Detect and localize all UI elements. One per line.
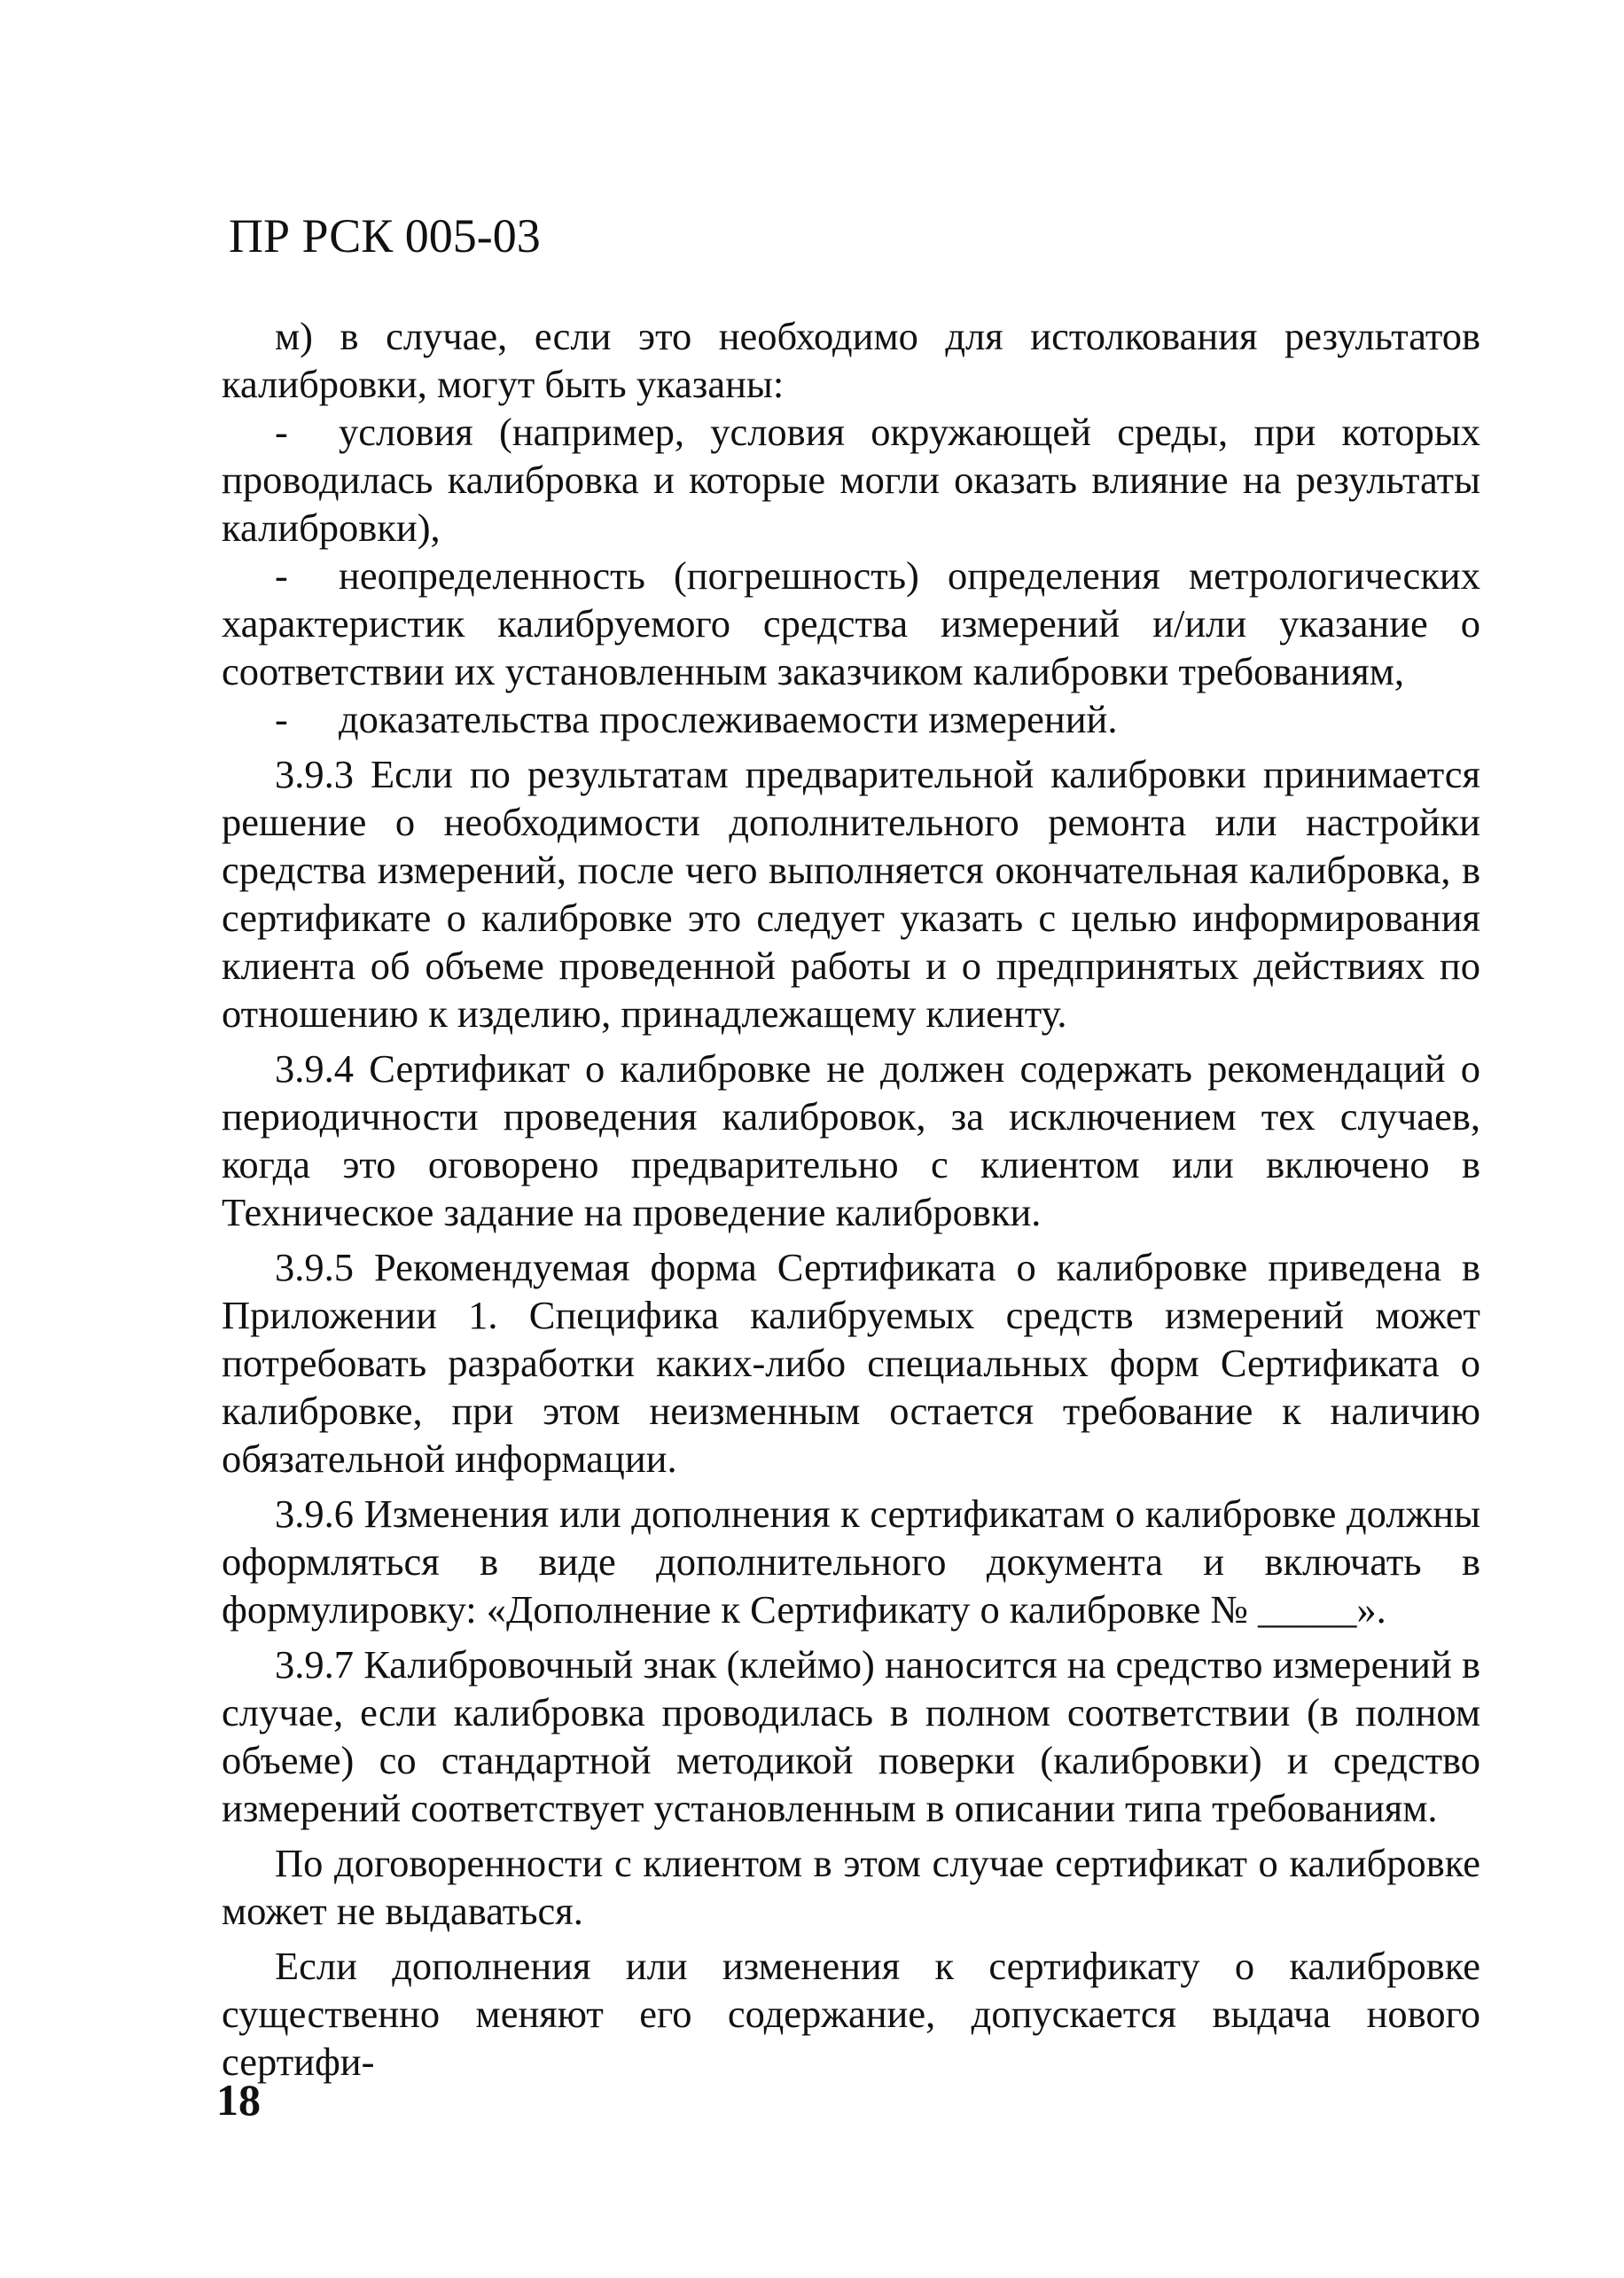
paragraph-3-9-5: 3.9.5 Рекомендуемая форма Сертификата о калибровке приведена в Приложении 1. Специфика калибруемых средств измерений может потребовать разработки каких-либо специальных форм Сертификата о калибровке, при этом неизменным остается требование к наличию обязательной информации. — [222, 1245, 1480, 1481]
page-number: 18 — [216, 2075, 261, 2125]
paragraph-3-9-7: 3.9.7 Калибровочный знак (клеймо) наносится на средство измерений в случае, если калибровка проводилась в полном соответствии (в полном объеме) со стандартной методикой поверки (калибровки) и средство измерений соответствует установленным в описании типа требованиям. — [222, 1642, 1480, 1830]
bullet-dash: - — [275, 553, 288, 598]
bullet-text: доказательства прослеживаемости измерений. — [339, 697, 1118, 741]
bullet-item-conditions — [222, 408, 1480, 552]
paragraph-3-9-3: 3.9.3 Если по результатам предварительной калибровки принимается решение о необходимости дополнительного ремонта или настройки средства измерений, после чего выполняется окончательная калибровка, в сертификате о калибровке это следует указать с целью информирования клиента об объеме проведенной работы и о предпринятых действиях по отношению к изделию, принадлежащему клиенту. — [222, 752, 1480, 1036]
bullet-item-traceability — [222, 695, 1480, 743]
paragraph-3-9-4: 3.9.4 Сертификат о калибровке не должен содержать рекомендаций о периодичности проведения калибровок, за исключением тех случаев, когда это оговорено предварительно с клиентом или включено в Техническое задание на проведение калибровки. — [222, 1046, 1480, 1234]
bullet-dash: - — [275, 697, 288, 741]
bullet-dash: - — [275, 410, 288, 454]
paragraph-agreement: По договоренности с клиентом в этом случае сертификат о калибровке может не выдаваться. — [222, 1841, 1480, 1933]
paragraph-3-9-6: 3.9.6 Изменения или дополнения к сертификатам о калибровке должны оформляться в виде дополнительного документа и включать в формулировку: «Дополнение к Сертификату о калибровке № _____». — [222, 1491, 1480, 1632]
document-code-header: ПР РСК 005-03 — [229, 209, 541, 262]
bullet-text: неопределенность (погрешность) определения метрологических характеристик калибруемого средства измерений и/или указание о соответствии их установленным заказчиком калибровки требованиям, — [222, 553, 1480, 693]
bullet-item-uncertainty — [222, 552, 1480, 695]
bullet-text: условия (например, условия окружающей среды, при которых проводилась калибровка и которые могли оказать влияние на результаты калибровки), — [222, 410, 1480, 550]
paragraph-additions: Если дополнения или изменения к сертификату о калибровке существенно меняют его содержание, допускается выдача нового сертифи- — [222, 1944, 1480, 2084]
document-body — [222, 312, 1480, 2086]
paragraph-m-intro: м) в случае, если это необходимо для истолкования результатов калибровки, могут быть указаны: — [222, 314, 1480, 406]
